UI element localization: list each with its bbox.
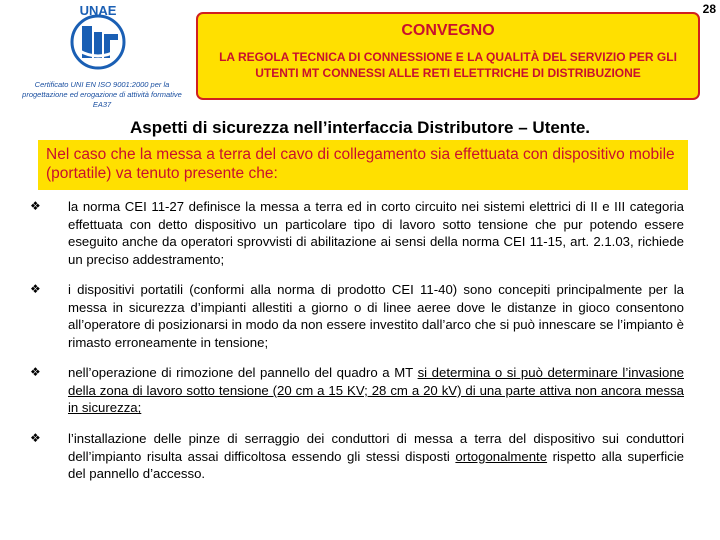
- diamond-bullet-icon: ❖: [30, 365, 41, 380]
- diamond-bullet-icon: ❖: [30, 282, 41, 297]
- certification-text: Certificato UNI EN ISO 9001:2000 per la progettazione ed erogazione di attività formative EA37: [22, 80, 182, 109]
- bullet-list: [30, 198, 684, 496]
- bullet-text-underlined: si determina o si può determinare l’invasione della zona di lavoro sotto tensione (20 cm a 15 KV; 28 cm a 20 kV) di una parte attiva non ancora messa in sicurezza;: [68, 365, 684, 416]
- list-item: [30, 281, 684, 351]
- list-item: [30, 364, 684, 417]
- diamond-bullet-icon: ❖: [30, 431, 41, 446]
- banner-subtitle: LA REGOLA TECNICA DI CONNESSIONE E LA QUALITÀ DEL SERVIZIO PER GLI UTENTI MT CONNESSI ALLE RETI ELETTRICHE DI DISTRIBUZIONE: [219, 50, 677, 80]
- list-item: [30, 430, 684, 483]
- logo-text: UNAE: [79, 4, 117, 18]
- banner-title: CONVEGNO: [401, 22, 495, 39]
- bullet-text: nell’operazione di rimozione del pannello del quadro a MT: [68, 365, 418, 381]
- page-number: 28: [702, 2, 716, 16]
- diamond-bullet-icon: ❖: [30, 199, 41, 213]
- list-item: [30, 198, 684, 268]
- bullet-text-underlined: ortogonalmente: [455, 448, 548, 464]
- unae-logo-icon: [58, 4, 138, 72]
- slide-heading: Aspetti di sicurezza nell’interfaccia Distributore – Utente.: [129, 118, 591, 137]
- bullet-text: la norma CEI 11-27 definisce la messa a terra ed in corto circuito nei sistemi elettrici di II e III categoria effettuata con detto dispositivo un particolare tipo di lavoro sotto tensione che pur potendo essere eseguito anche da operatori sprovvisti di abilitazione ai sensi della norma CEI 11-15, art. 2.1.03, richiede un preciso addestramento;: [68, 199, 684, 267]
- bullet-text: l’installazione delle pinze di serraggio dei conduttori di messa a terra del dispositivo sui conduttori dell’impianto risulta assai difficoltosa essendo gli stessi disposti: [68, 431, 684, 464]
- bullet-text-end: rispetto alla superficie del pannello d’accesso.: [68, 448, 684, 482]
- bullet-text: i dispositivi portatili (conformi alla norma di prodotto CEI 11-40) sono concepiti principalmente per la messa in sicurezza d’impianti allestiti a giorno o di linee aeree dove le distanze in gioco consentono all’operatore di posizionarsi in modo da non essere investito dall’arco che si può innescare se l’impianto è rimasto erroneamente in tensione;: [68, 282, 684, 350]
- intro-box: Nel caso che la messa a terra del cavo di collegamento sia effettuata con dispositivo mobile (portatile) va tenuto presente che:: [38, 140, 688, 190]
- conference-banner: [196, 12, 700, 100]
